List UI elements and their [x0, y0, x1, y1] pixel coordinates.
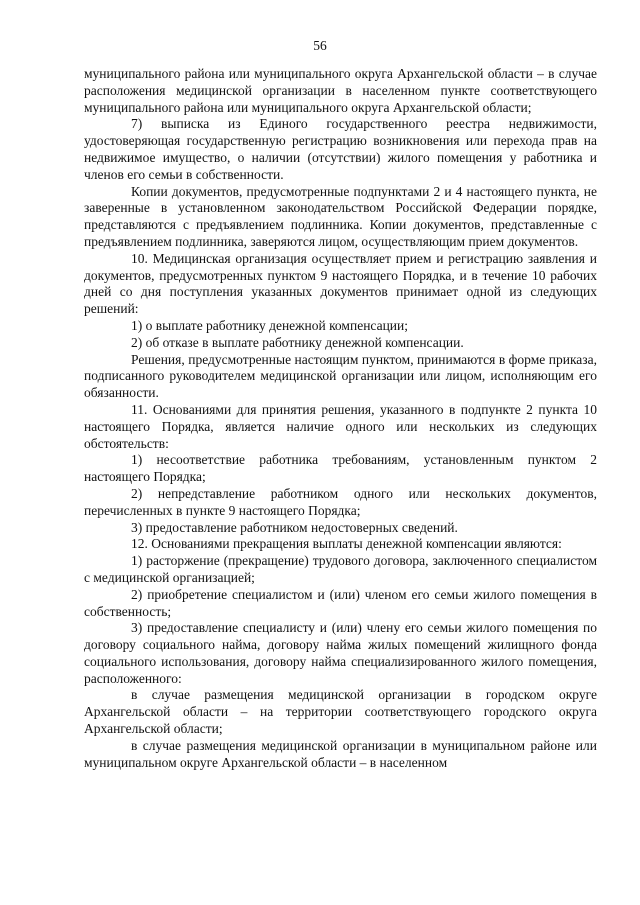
paragraph: 2) об отказе в выплате работнику денежной компенсации. [131, 334, 464, 350]
paragraph: 1) несоответствие работника требованиям, установленным пунктом 2 настоящего Порядка; [84, 452, 597, 485]
paragraph: в случае размещения медицинской организации в городском округе Архангельской области – на территории соответствующего городского округа Архангельской области; [84, 687, 597, 737]
paragraph: 1) о выплате работнику денежной компенсации; [131, 317, 408, 333]
paragraph: 3) предоставление работником недостоверных сведений. [131, 519, 458, 535]
paragraph: муниципального района или муниципального округа Архангельской области – в случае расположения медицинской организации в населенном пункте соответствующего муниципального района или муниципального округа Архангельской области; [84, 66, 597, 115]
document-body [84, 66, 597, 771]
paragraph: 7) выписка из Единого государственного реестра недвижимости, удостоверяющая государственную регистрацию возникновения или перехода прав на недвижимое имущество, о наличии (отсутствии) жилого помещения у работника и членов его семьи в собственности. [84, 116, 597, 182]
paragraph: 11. Основаниями для принятия решения, указанного в подпункте 2 пункта 10 настоящего Порядка, является наличие одного или нескольких из следующих обстоятельств: [84, 401, 597, 451]
paragraph: 1) расторжение (прекращение) трудового договора, заключенного специалистом с медицинской организацией; [84, 553, 597, 585]
paragraph: Решения, предусмотренные настоящим пунктом, принимаются в форме приказа, подписанного руководителем медицинской организации или лицом, исполняющим его обязанности. [84, 351, 597, 401]
paragraph: 3) предоставление специалисту и (или) члену его семьи жилого помещения по договору социального найма, договору найма жилых помещений жилищного фонда социального использования, договору найма специализированного жилого помещения, расположенного: [84, 620, 597, 686]
paragraph: 2) приобретение специалистом и (или) членом его семьи жилого помещения в собственность; [84, 586, 597, 619]
paragraph: в случае размещения медицинской организации в муниципальном районе или муниципальном округе Архангельской области – в населенном [84, 737, 597, 770]
paragraph: 2) непредставление работником одного или нескольких документов, перечисленных в пункте 9 настоящего Порядка; [84, 485, 597, 518]
paragraph: 12. Основаниями прекращения выплаты денежной компенсации являются: [131, 536, 562, 552]
paragraph: Копии документов, предусмотренные подпунктами 2 и 4 настоящего пункта, не заверенные в установленном законодательством Российской Федерации порядке, представляются с предъявлением подлинника. Копии документов, представленные с предъявлением подлинника, заверяются лицом, осуществляющим прием документов. [84, 183, 597, 249]
paragraph: 10. Медицинская организация осуществляет прием и регистрацию заявления и документов, предусмотренных пунктом 9 настоящего Порядка, и в течение 10 рабочих дней со дня поступления указанных документов принимает одной из следующих решений: [84, 250, 597, 317]
page-number: 56 [313, 38, 327, 53]
